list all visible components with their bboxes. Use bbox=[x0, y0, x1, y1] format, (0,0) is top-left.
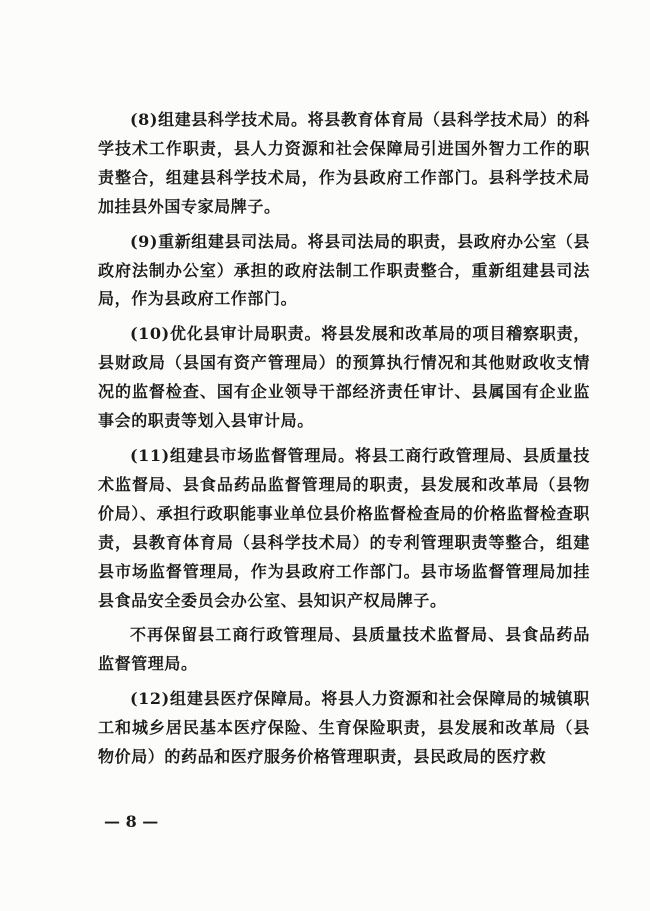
paragraph-12: (12)组建县医疗保障局。将县人力资源和社会保障局的城镇职工和城乡居民基本医疗保险、生育保险职责，县发展和改革局（县物价局）的药品和医疗服务价格管理职责，县民政局的医疗救 bbox=[98, 689, 590, 767]
paragraph-11: (11)组建县市场监督管理局。将县工商行政管理局、县质量技术监督局、县食品药品监督管理局的职责，县发展和改革局（县物价局）、承担行政职能事业单位县价格监督检查局的价格监督检查职责，县教育体育局（县科学技术局）的专利管理职责等整合，组建县市场监督管理局，作为县政府工作部门。县市场监督管理局加挂县食品安全委员会办公室、县知识产权局牌子。 bbox=[98, 445, 590, 610]
paragraph-10: (10)优化县审计局职责。将县发展和改革局的项目稽察职责，县财政局（县国有资产管理局）的预算执行情况和其他财政收支情况的监督检查、国有企业领导干部经济责任审计、县属国有企业监事会的职责等划入县审计局。 bbox=[98, 324, 590, 431]
paragraph-9: (9)重新组建县司法局。将县司法局的职责，县政府办公室（县政府法制办公室）承担的政府法制工作职责整合，重新组建县司法局，作为县政府工作部门。 bbox=[98, 231, 590, 309]
paragraph-8: (8)组建县科学技术局。将县教育体育局（县科学技术局）的科学技术工作职责，县人力资源和社会保障局引进国外智力工作的职责整合，组建县科学技术局，作为县政府工作部门。县科学技术局加挂县外国专家局牌子。 bbox=[98, 110, 590, 216]
page-number: — 8 — bbox=[104, 812, 159, 831]
document-body bbox=[98, 106, 590, 775]
paragraph-note: 不再保留县工商行政管理局、县质量技术监督局、县食品药品监督管理局。 bbox=[98, 625, 590, 674]
